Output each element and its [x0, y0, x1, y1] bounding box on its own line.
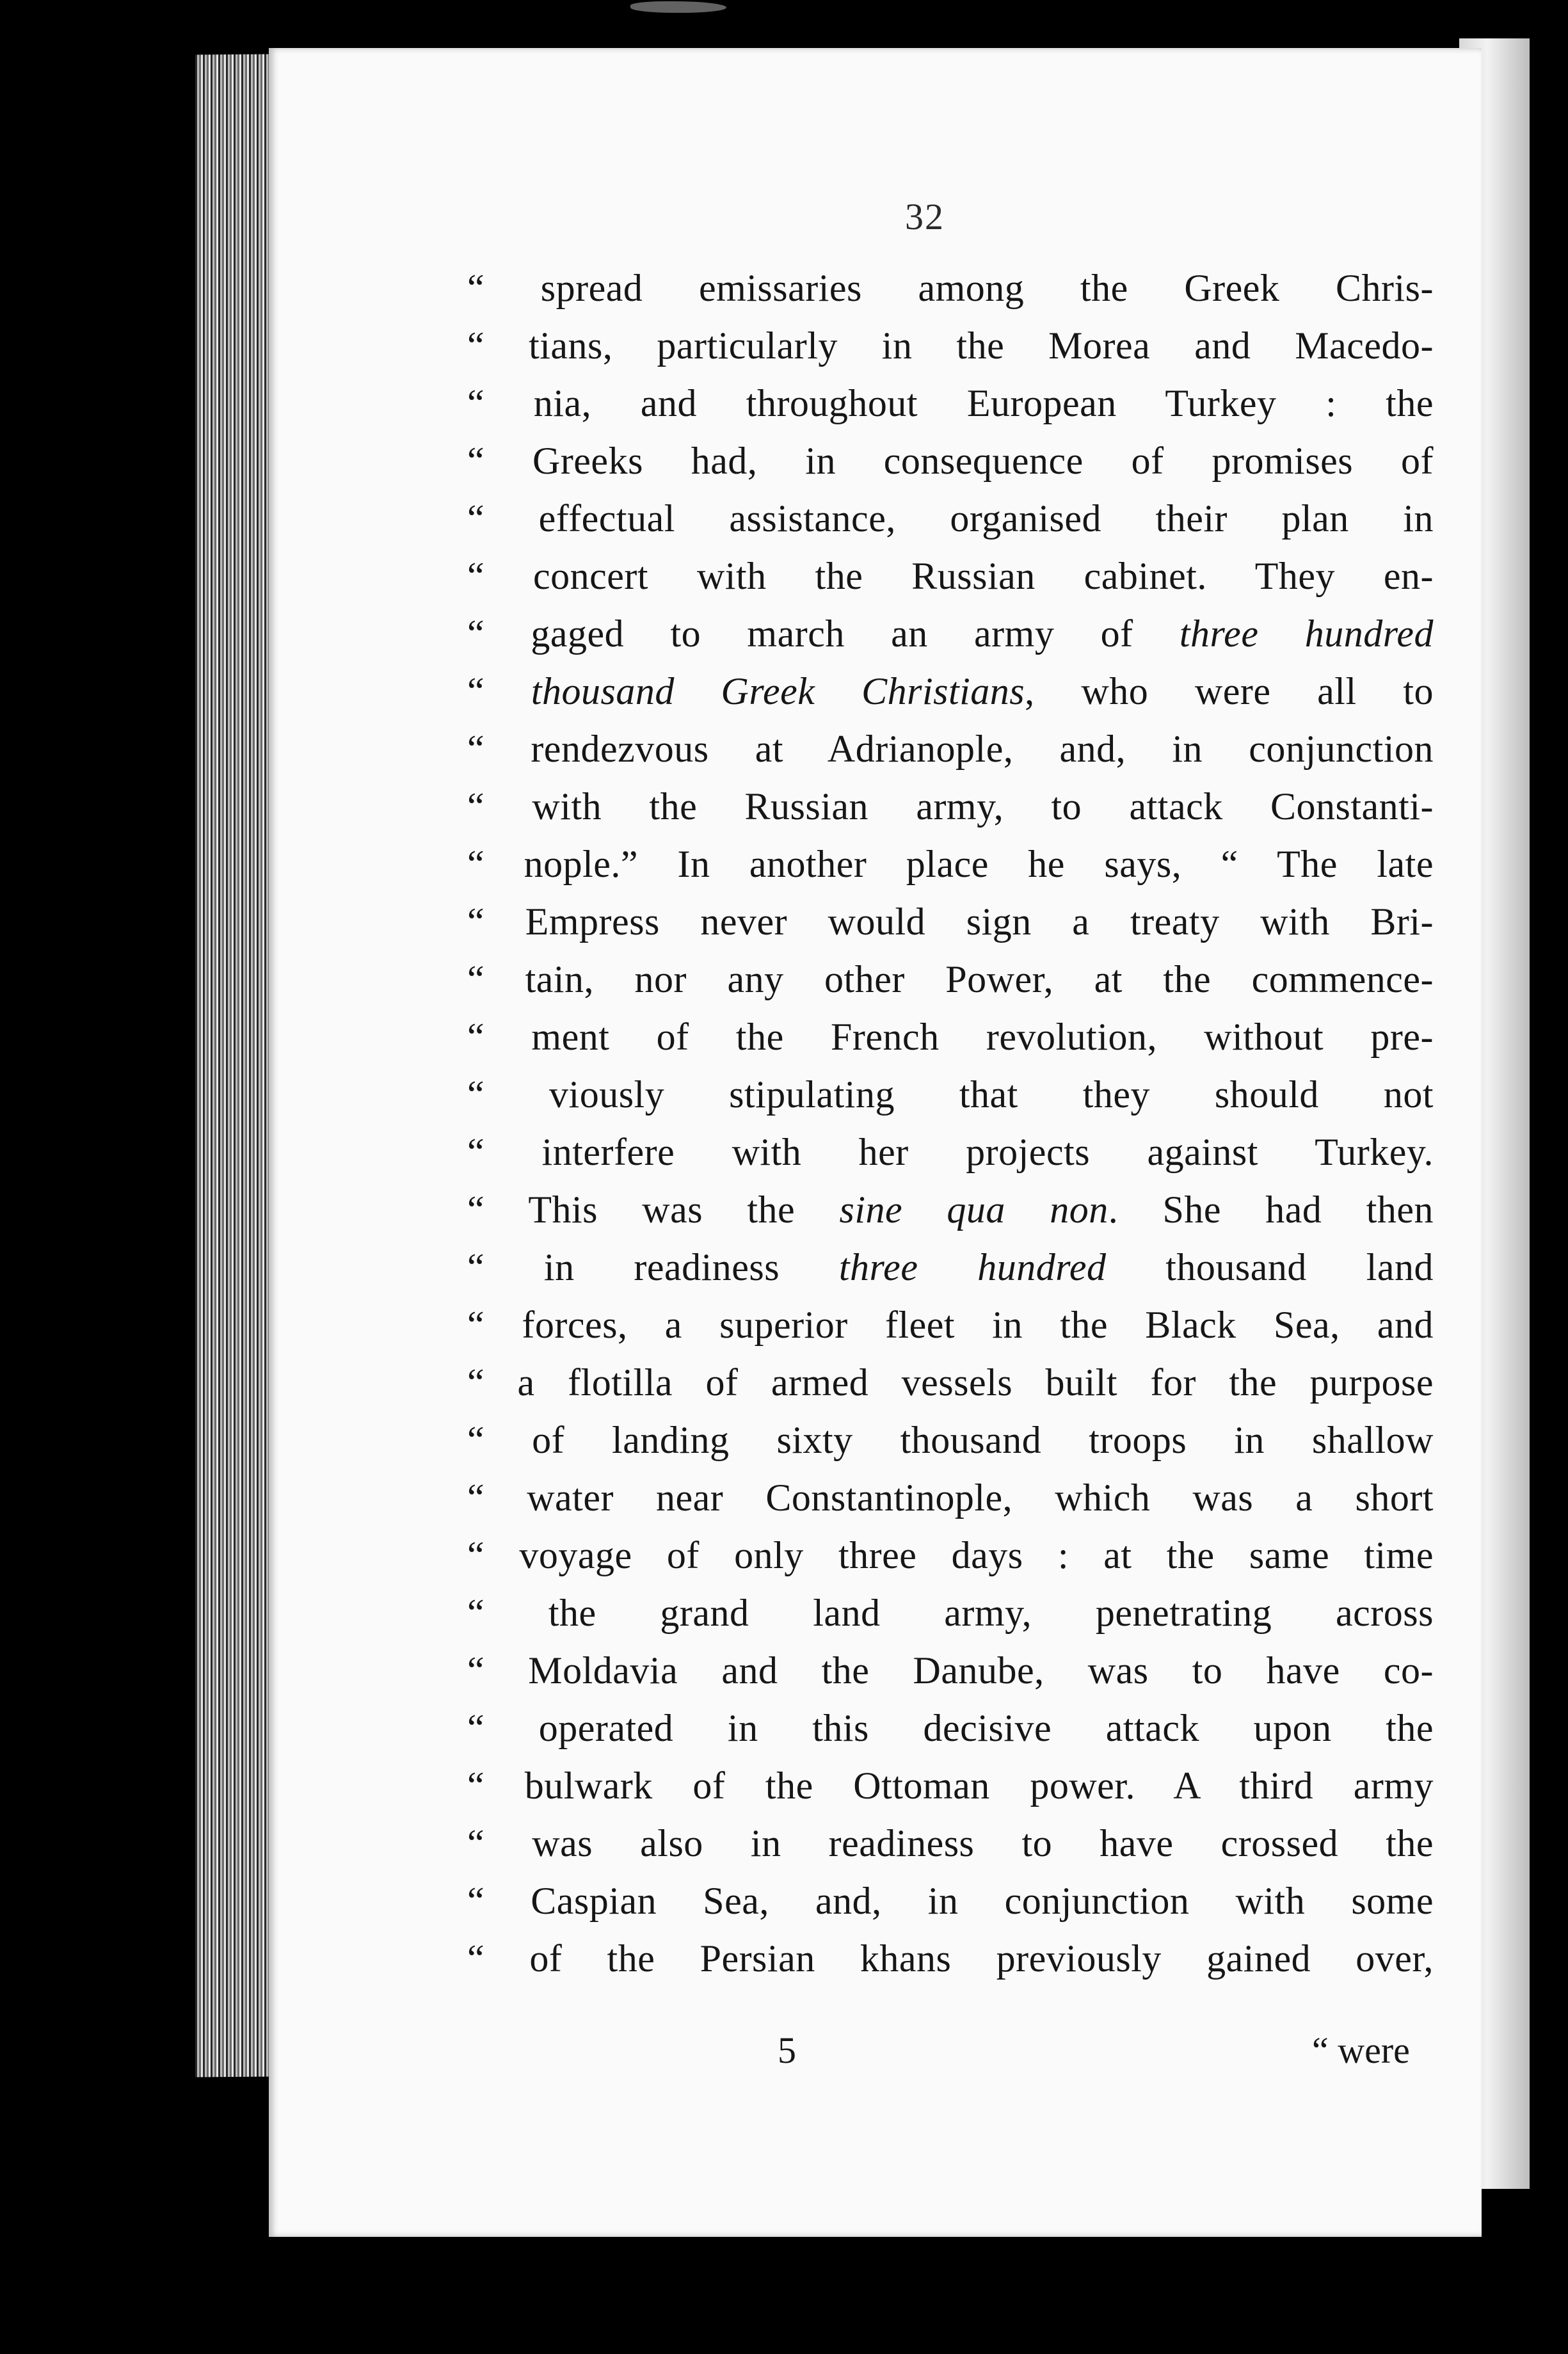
text-line: “ was also in readiness to have crossed the: [467, 1822, 1434, 1864]
text-line: “ forces, a superior fleet in the Black Sea, and: [467, 1304, 1434, 1346]
text-body: [467, 259, 1434, 1987]
text-line: “ tians, particularly in the Morea and Macedo-: [467, 324, 1434, 367]
text-line: “ effectual assistance, organised their plan in: [467, 497, 1434, 540]
text-line: “ a flotilla of armed vessels built for the purpose: [467, 1361, 1434, 1404]
text-line: “ of landing sixty thousand troops in shallow: [467, 1419, 1434, 1461]
text-line: “ interfere with her projects against Turkey.: [467, 1131, 1434, 1173]
book-leaf-edges: [195, 54, 278, 2078]
page-number: 32: [905, 196, 945, 237]
signature-mark: 5: [778, 2030, 796, 2071]
text-line: “ tain, nor any other Power, at the commence-: [467, 958, 1434, 1000]
text-line: “ bulwark of the Ottoman power. A third army: [467, 1765, 1434, 1807]
text-line: “ This was the sine qua non. She had then: [467, 1189, 1434, 1231]
text-line: “ Greeks had, in consequence of promises of: [467, 440, 1434, 482]
text-line: “ ment of the French revolution, without pre-: [467, 1016, 1434, 1058]
text-line: “ spread emissaries among the Greek Chris-: [467, 267, 1434, 309]
text-line: “ Empress never would sign a treaty with Bri-: [467, 901, 1434, 943]
text-line: “ viously stipulating that they should not: [467, 1073, 1434, 1116]
text-line: “ water near Constantinople, which was a short: [467, 1477, 1434, 1519]
text-line: “ nople.” In another place he says, “ The late: [467, 843, 1434, 885]
text-line: “ thousand Greek Christians, who were all to: [467, 670, 1434, 712]
text-line: “ gaged to march an army of three hundred: [467, 613, 1434, 655]
text-line: “ the grand land army, penetrating across: [467, 1592, 1434, 1634]
text-line: “ concert with the Russian cabinet. They en-: [467, 555, 1434, 597]
text-line: “ rendezvous at Adrianople, and, in conjunction: [467, 728, 1434, 770]
text-line: “ nia, and throughout European Turkey : the: [467, 382, 1434, 424]
text-line: “ Moldavia and the Danube, was to have co-: [467, 1649, 1434, 1692]
catchword: “ were: [1312, 2030, 1410, 2071]
text-line: “ in readiness three hundred thousand land: [467, 1246, 1434, 1288]
text-line: “ of the Persian khans previously gained over,: [467, 1937, 1434, 1980]
text-line: “ with the Russian army, to attack Constanti-: [467, 785, 1434, 828]
torn-paper-fragment: [630, 1, 726, 13]
text-line: “ voyage of only three days : at the same time: [467, 1534, 1434, 1576]
text-line: “ Caspian Sea, and, in conjunction with some: [467, 1880, 1434, 1922]
text-line: “ operated in this decisive attack upon the: [467, 1707, 1434, 1749]
